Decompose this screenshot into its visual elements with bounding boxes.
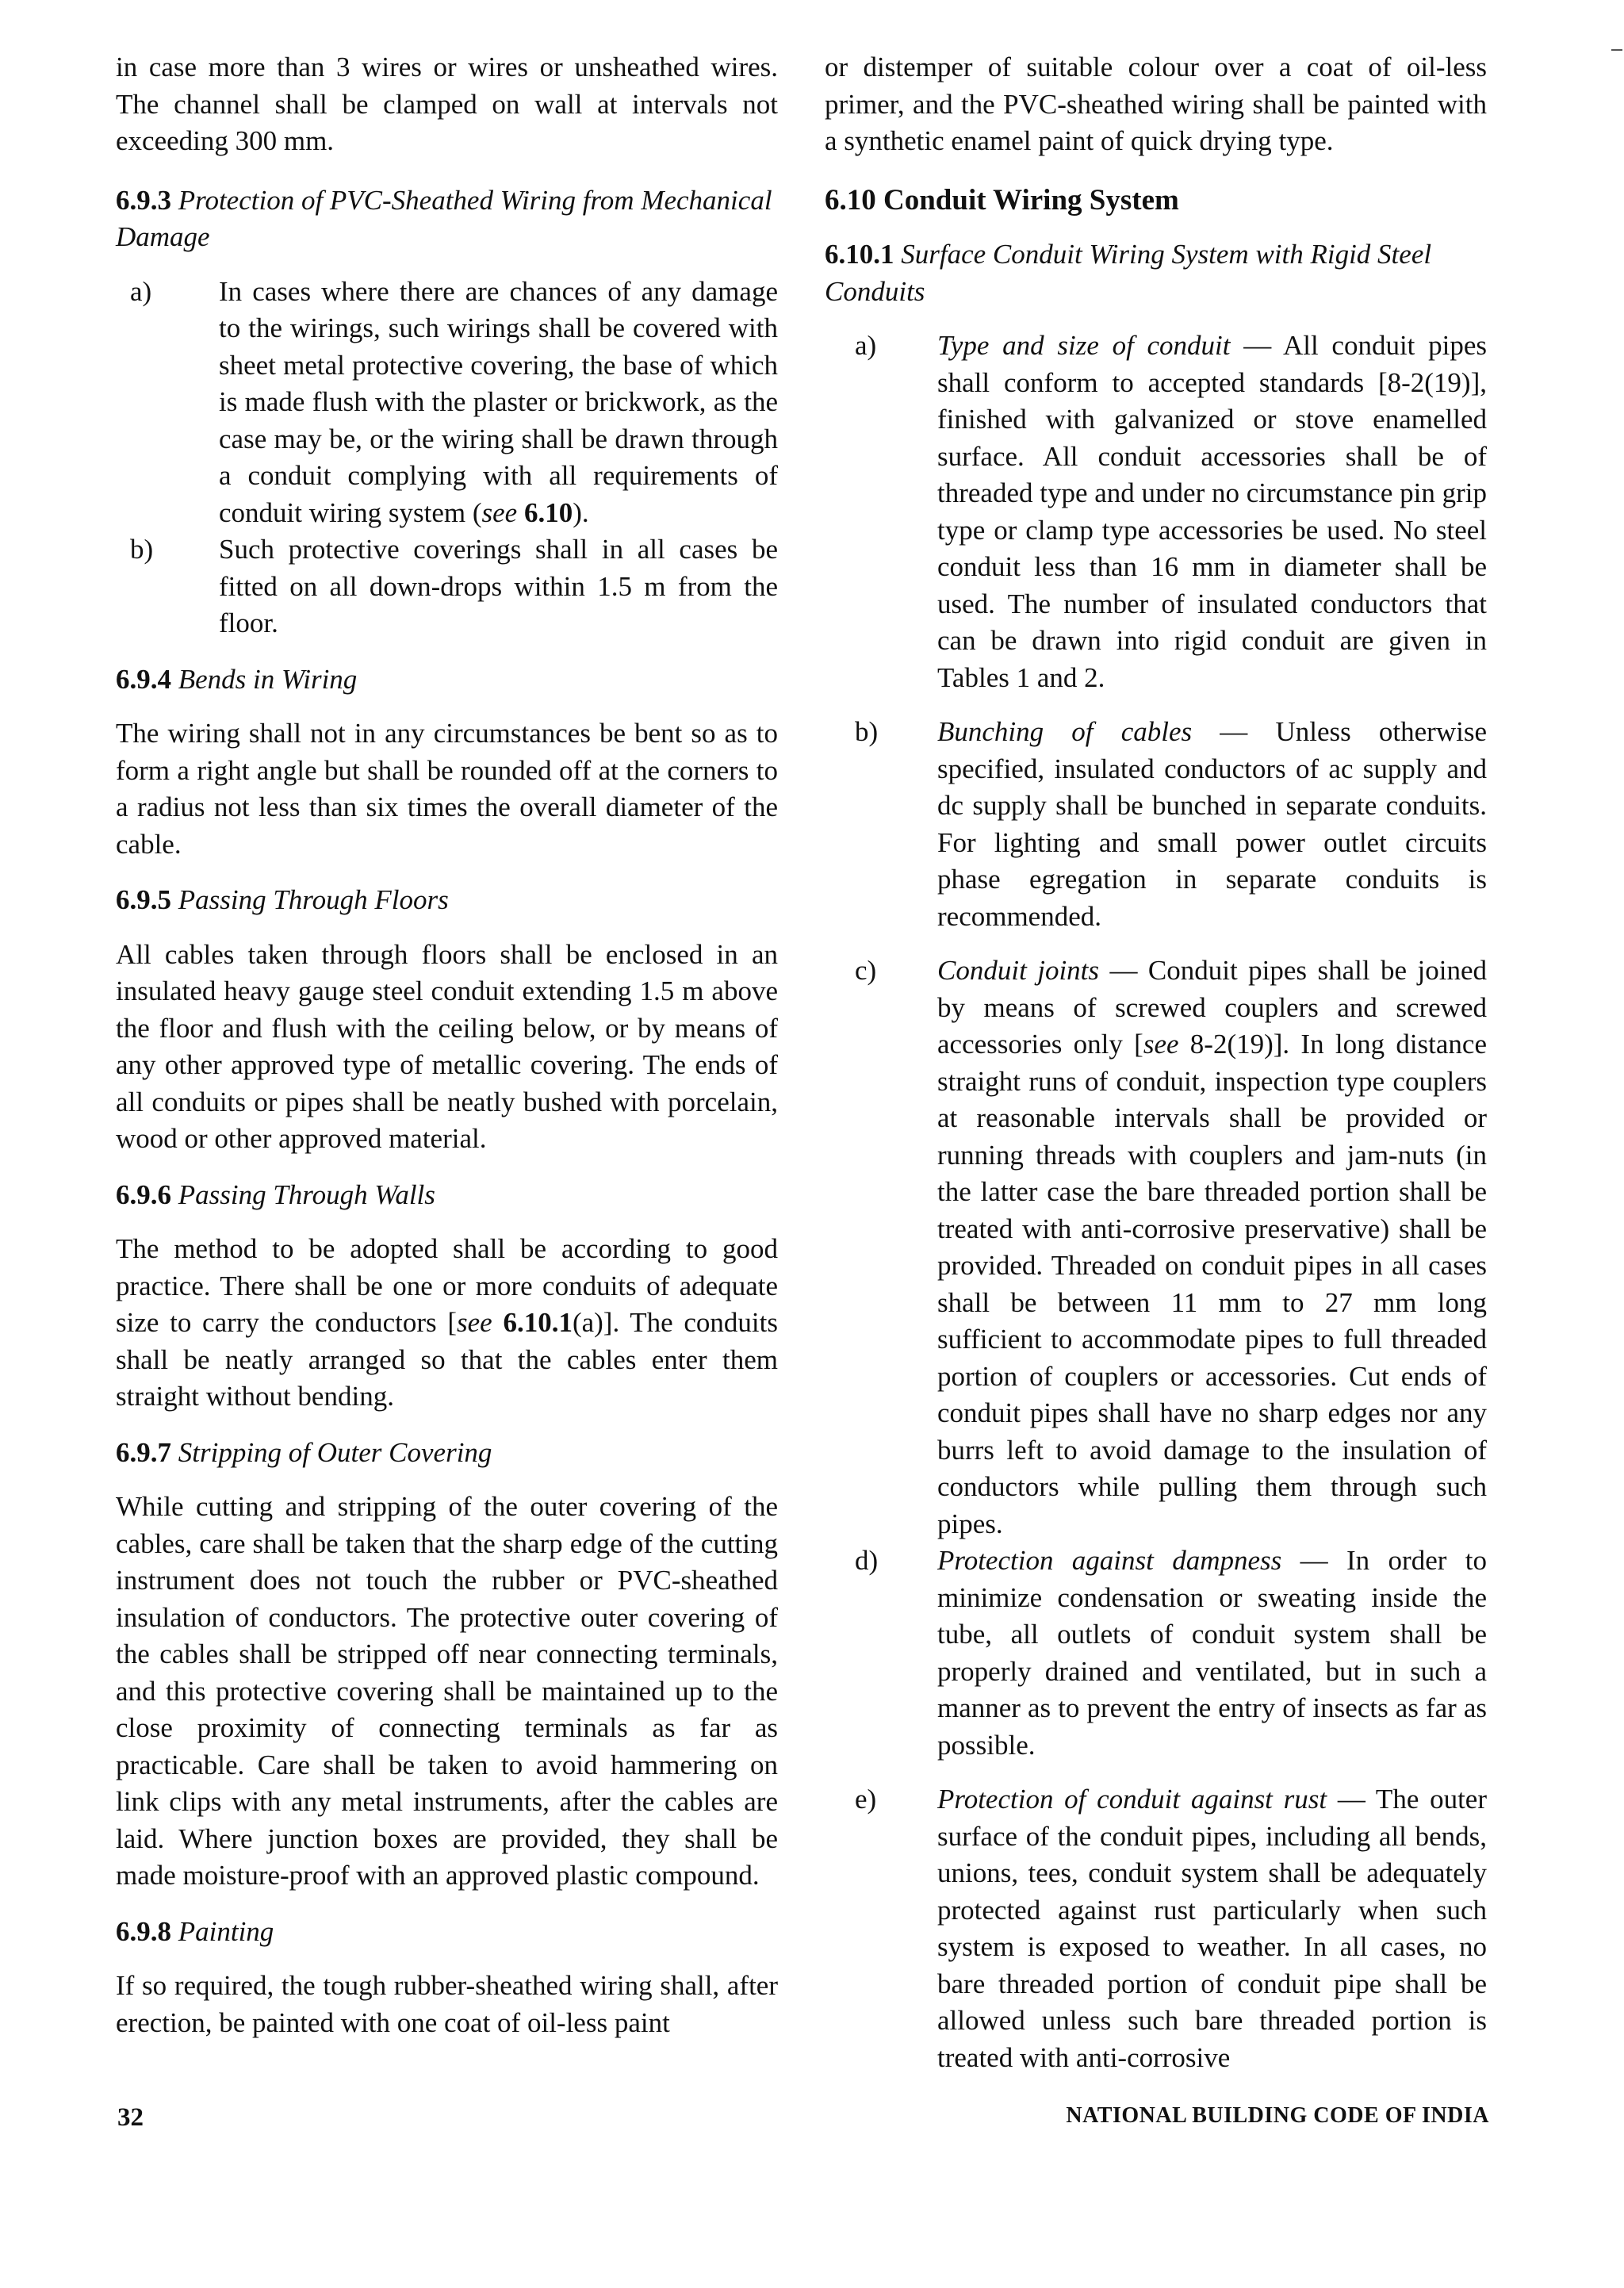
conduit-item-d: d) Protection against dampness — In order to minimize condensation or sweating inside the tube, all outlets of conduit system shall be properly drained and ventilated, but in such a manner as to prevent the entry of insects as far as possible. [855, 1545, 1487, 1761]
section-heading-6-10: 6.10 Conduit Wiring System [825, 183, 1179, 217]
conduit-item-c: c) Conduit joints — Conduit pipes shall be joined by means of screwed couplers and screwed accessories only [see 8-2(19)]. In long distance straight runs of conduit, inspection type couplers at reasonable intervals shall be provided or running threads with couplers and jam-nuts (in the latter case the bare threaded portion shall be treated with anti-corrosive preservative) shall be provided. Threaded on conduit pipes in all cases shall be between 11 mm to 27 mm long sufficient to accommodate pipes to full threaded portion of couplers or accessories. Cut ends of conduit pipes shall have no sharp edges nor any burrs left to avoid damage to the insulation of conductors while pulling them through such pipes. [855, 955, 1487, 1539]
conduit-item-a: a) Type and size of conduit — All conduit pipes shall conform to accepted standards [8-2(19)], finished with galvanized or stove enamelled surface. All conduit accessories shall be of threaded type and under no circumstance pin grip type or clamp type accessories be used. No steel conduit less than 16 mm in diameter shall be used. The number of insulated conductors that can be drawn into rigid conduit are given in Tables 1 and 2. [855, 330, 1487, 693]
heading-6-9-6: 6.9.6 Passing Through Walls [116, 1178, 435, 1210]
right-intro-paragraph: or distemper of suitable colour over a coat of oil-less primer, and the PVC-sheathed wiring shall be painted with a synthetic enamel paint of quick drying type. [825, 52, 1487, 156]
paragraph-6-9-6: The method to be adopted shall be according to good practice. There shall be one or more conduits of adequate size to carry the conductors [see 6.10.1(a)]. The conduits shall be neatly arranged so that the cables enter them straight without bending. [116, 1233, 778, 1412]
heading-6-9-8: 6.9.8 Painting [116, 1915, 274, 1947]
heading-6-9-7: 6.9.7 Stripping of Outer Covering [116, 1436, 492, 1468]
right-column [825, 49, 1487, 2076]
list-item-b: b) Such protective coverings shall in all cases be fitted on all down-drops within 1.5 m from the floor. [130, 534, 778, 638]
conduit-item-b: b) Bunching of cables — Unless otherwise specified, insulated conductors of ac supply and dc supply shall be bunched in separate conduits. For lighting and small power outlet circuits phase egregation in separate conduits is recommended. [855, 716, 1487, 932]
paragraph-6-9-4: The wiring shall not in any circumstances be bent so as to form a right angle but shall be rounded off at the corners to a radius not less than six times the overall diameter of the cable. [116, 718, 778, 860]
heading-6-9-5: 6.9.5 Passing Through Floors [116, 884, 449, 915]
edge-mark [1611, 49, 1622, 51]
publication-title: NATIONAL BUILDING CODE OF INDIA [1066, 2103, 1489, 2128]
page-number: 32 [117, 2103, 144, 2132]
paragraph-6-9-5: All cables taken through floors shall be enclosed in an insulated heavy gauge steel conduit extending 1.5 m above the floor and flush with the ceiling below, or by means of any other approved type of metallic covering. The ends of all conduits or pipes shall be neatly bushed with porcelain, wood or other approved material. [116, 938, 778, 1154]
list-item-a: a) In cases where there are chances of any damage to the wirings, such wirings shall be covered with sheet metal protective covering, the base of which is made flush with the plaster or brickwork, as the case may be, or the wiring shall be drawn through a conduit complying with all requirements of conduit wiring system (see 6.10). [130, 275, 778, 528]
left-intro-paragraph: in case more than 3 wires or wires or unsheathed wires. The channel shall be clamped on wall at intervals not exceeding 300 mm. [116, 52, 778, 156]
paragraph-6-9-7: While cutting and stripping of the outer covering of the cables, care shall be taken that the sharp edge of the cutting instrument does not touch the rubber or PVC-sheathed insulation of conductors. The protective outer covering of the cables shall be stripped off near connecting terminals, and this protective covering shall be maintained up to the close proximity of connecting terminals as far as practicable. Care shall be taken to avoid hammering on link clips with any metal instruments, after the cables are laid. Where junction boxes are provided, they shall be made moisture-proof with an approved plastic compound. [116, 1491, 778, 1891]
heading-6-9-4: 6.9.4 Bends in Wiring [116, 663, 358, 695]
left-column [116, 49, 778, 2041]
paragraph-6-9-8: If so required, the tough rubber-sheathed wiring shall, after erection, be painted with one coat of oil-less paint [116, 1970, 778, 2038]
heading-6-9-3: 6.9.3 Protection of PVC-Sheathed Wiring from Mechanical Damage [116, 184, 772, 252]
conduit-item-e: e) Protection of conduit against rust — The outer surface of the conduit pipes, including all bends, unions, tees, conduit system shall be adequately protected against rust particularly when such system is exposed to weather. In all cases, no bare threaded portion of conduit pipe shall be allowed unless such bare threaded portion is treated with anti-corrosive [855, 1784, 1487, 2073]
heading-6-10-1: 6.10.1 Surface Conduit Wiring System with Rigid Steel Conduits [825, 239, 1432, 307]
